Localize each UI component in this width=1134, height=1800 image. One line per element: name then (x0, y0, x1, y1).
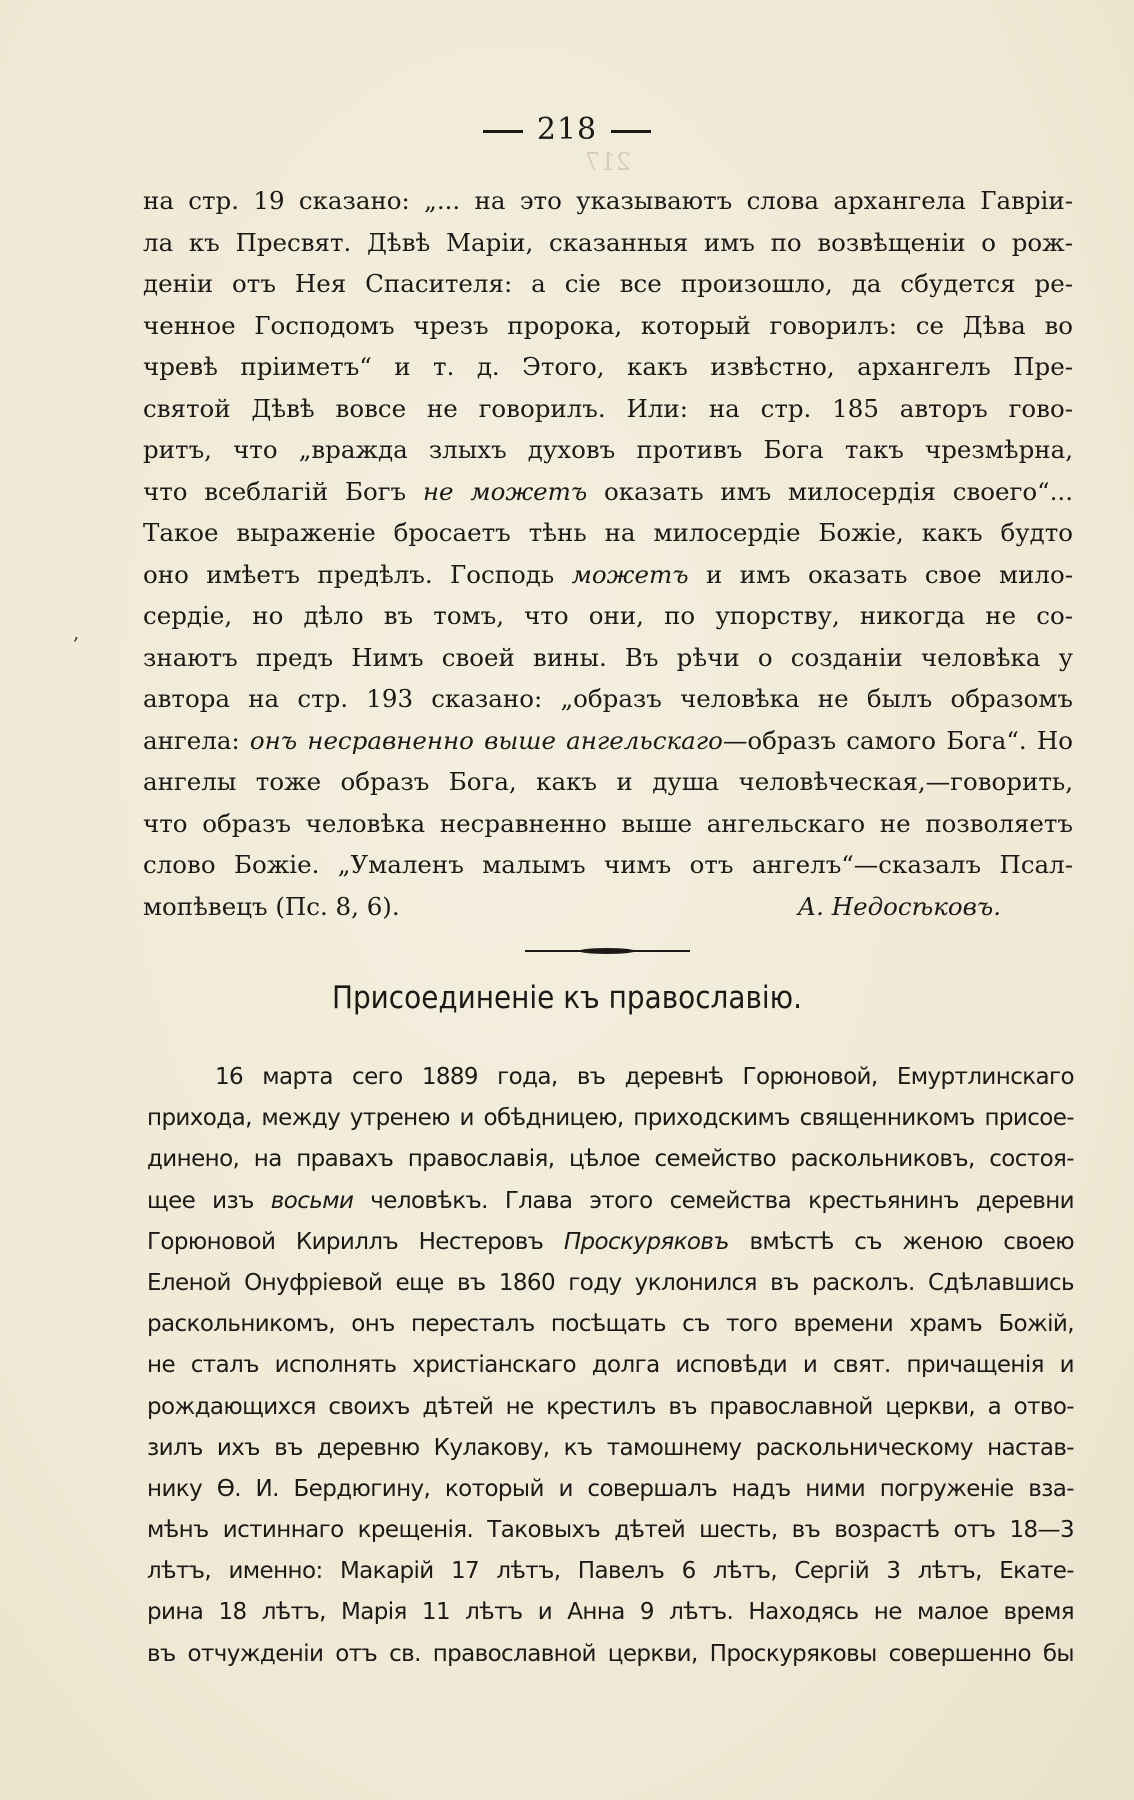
text-line: святой Дѣвѣ вовсе не говорилъ. Или: на стр. 185 авторъ гово- (143, 393, 1073, 423)
text-line: деніи отъ Нея Спасителя: а сіе все произошло, да сбудется ре- (143, 269, 1073, 298)
text-line: 16 марта сего 1889 года, въ деревнѣ Горюновой, Емуртлинскаго (215, 1064, 1074, 1090)
text-line: въ отчужденіи отъ св. православной церкви, Проскуряковы совершенно бы (147, 1640, 1074, 1667)
text-line: что всеблагій Богъ не можетъ оказать имъ милосердія своего“... (143, 476, 1073, 506)
article-2-title: Присоединеніе къ православію. (331, 980, 803, 1016)
text-line: что образъ человѣка несравненно выше ангельскаго не позволяетъ (143, 808, 1073, 838)
text-line: знаютъ предъ Нимъ своей вины. Въ рѣчи о созданіи человѣка у (143, 642, 1073, 672)
text-line: щее изъ восьми человѣкъ. Глава этого семейства крестьянинъ деревни (147, 1187, 1074, 1214)
right-dash (611, 130, 651, 133)
text-line: слово Божіе. „Умаленъ малымъ чимъ отъ ангелъ“—сказалъ Псал- (143, 850, 1073, 879)
text-line: ангела: онъ несравненно выше ангельскаго—образъ самого Бога“. Но (143, 725, 1074, 755)
page-number (0, 112, 1134, 147)
page-number-value: 218 (536, 112, 598, 147)
text-line: ритъ, что „вражда злыхъ духовъ противъ Бога такъ чрезмѣрна, (143, 435, 1073, 464)
left-dash (483, 130, 523, 133)
emphasis: восьми (270, 1187, 354, 1214)
emphasis: онъ несравненно выше ангельскаго (249, 725, 723, 755)
text-line: не сталъ исполнять христіанскаго долга исповѣди и свят. причащенія и (147, 1352, 1074, 1379)
text-line: ангелы тоже образъ Бога, какъ и душа человѣческая,—говорить, (143, 767, 1073, 796)
article-1-body (143, 180, 1073, 927)
text-line-signature (143, 886, 1073, 928)
section-divider (525, 949, 690, 953)
text-line: нику Ѳ. И. Бердюгину, который и совершалъ надъ ними погруженіе вза- (147, 1475, 1074, 1502)
text-line: оно имѣетъ предѣлъ. Господь можетъ и имъ оказать свое мило- (143, 559, 1073, 589)
text-line: Горюновой Кириллъ Нестеровъ Проскуряковъ вмѣстѣ съ женою своею (147, 1228, 1074, 1255)
text-line: прихода, между утренею и обѣдницею, приходскимъ священникомъ присое- (147, 1105, 1074, 1132)
text-line: зилъ ихъ въ деревню Кулакову, къ тамошнему раскольническому настав- (147, 1434, 1074, 1461)
author-signature: А. Недосѣковъ. (797, 891, 1001, 921)
text-line: мѣнъ истиннаго крещенія. Таковыхъ дѣтей шесть, въ возрастѣ отъ 18—3 (147, 1517, 1074, 1544)
emphasis: Проскуряковъ (563, 1228, 729, 1255)
emphasis: не можетъ (422, 476, 588, 506)
article-2-body (147, 1057, 1074, 1675)
text-line: лѣтъ, именно: Макарій 17 лѣтъ, Павелъ 6 лѣтъ, Сергій 3 лѣтъ, Екате- (147, 1558, 1074, 1585)
text-line: рина 18 лѣтъ, Марія 11 лѣтъ и Анна 9 лѣтъ. Находясь не малое время (147, 1599, 1074, 1626)
text-line: рождающихся своихъ дѣтей не крестилъ въ православной церкви, а отво- (147, 1393, 1074, 1420)
closing-text: мопѣвецъ (Пс. 8, 6). (143, 891, 400, 921)
bleed-through-page-number: 217 (585, 148, 631, 176)
stray-mark: , (73, 620, 80, 644)
text-line: ла къ Пресвят. Дѣвѣ Маріи, сказанныя имъ по возвѣщеніи о рож- (143, 227, 1073, 257)
emphasis: можетъ (571, 559, 689, 589)
text-line: чревѣ пріиметъ“ и т. д. Этого, какъ извѣстно, архангелъ Пре- (143, 352, 1073, 381)
text-line: Еленой Онуфріевой еще въ 1860 году уклонился въ расколъ. Сдѣлавшись (147, 1269, 1074, 1296)
text-line: на стр. 19 сказано: „... на это указываютъ слова архангела Гавріи- (143, 186, 1073, 215)
text-line: раскольникомъ, онъ пересталъ посѣщать съ того времени храмъ Божій, (147, 1311, 1074, 1338)
text-line: динено, на правахъ православія, цѣлое семейство раскольниковъ, состоя- (147, 1146, 1074, 1173)
text-line: сердіе, но дѣло въ томъ, что они, по упорству, никогда не со- (143, 601, 1073, 630)
text-line: Такое выраженіе бросаетъ тѣнь на милосердіе Божіе, какъ будто (143, 518, 1073, 547)
text-line: ченное Господомъ чрезъ пророка, который говорилъ: се Дѣва во (143, 310, 1073, 340)
text-line: автора на стр. 193 сказано: „образъ человѣка не былъ образомъ (143, 684, 1073, 713)
